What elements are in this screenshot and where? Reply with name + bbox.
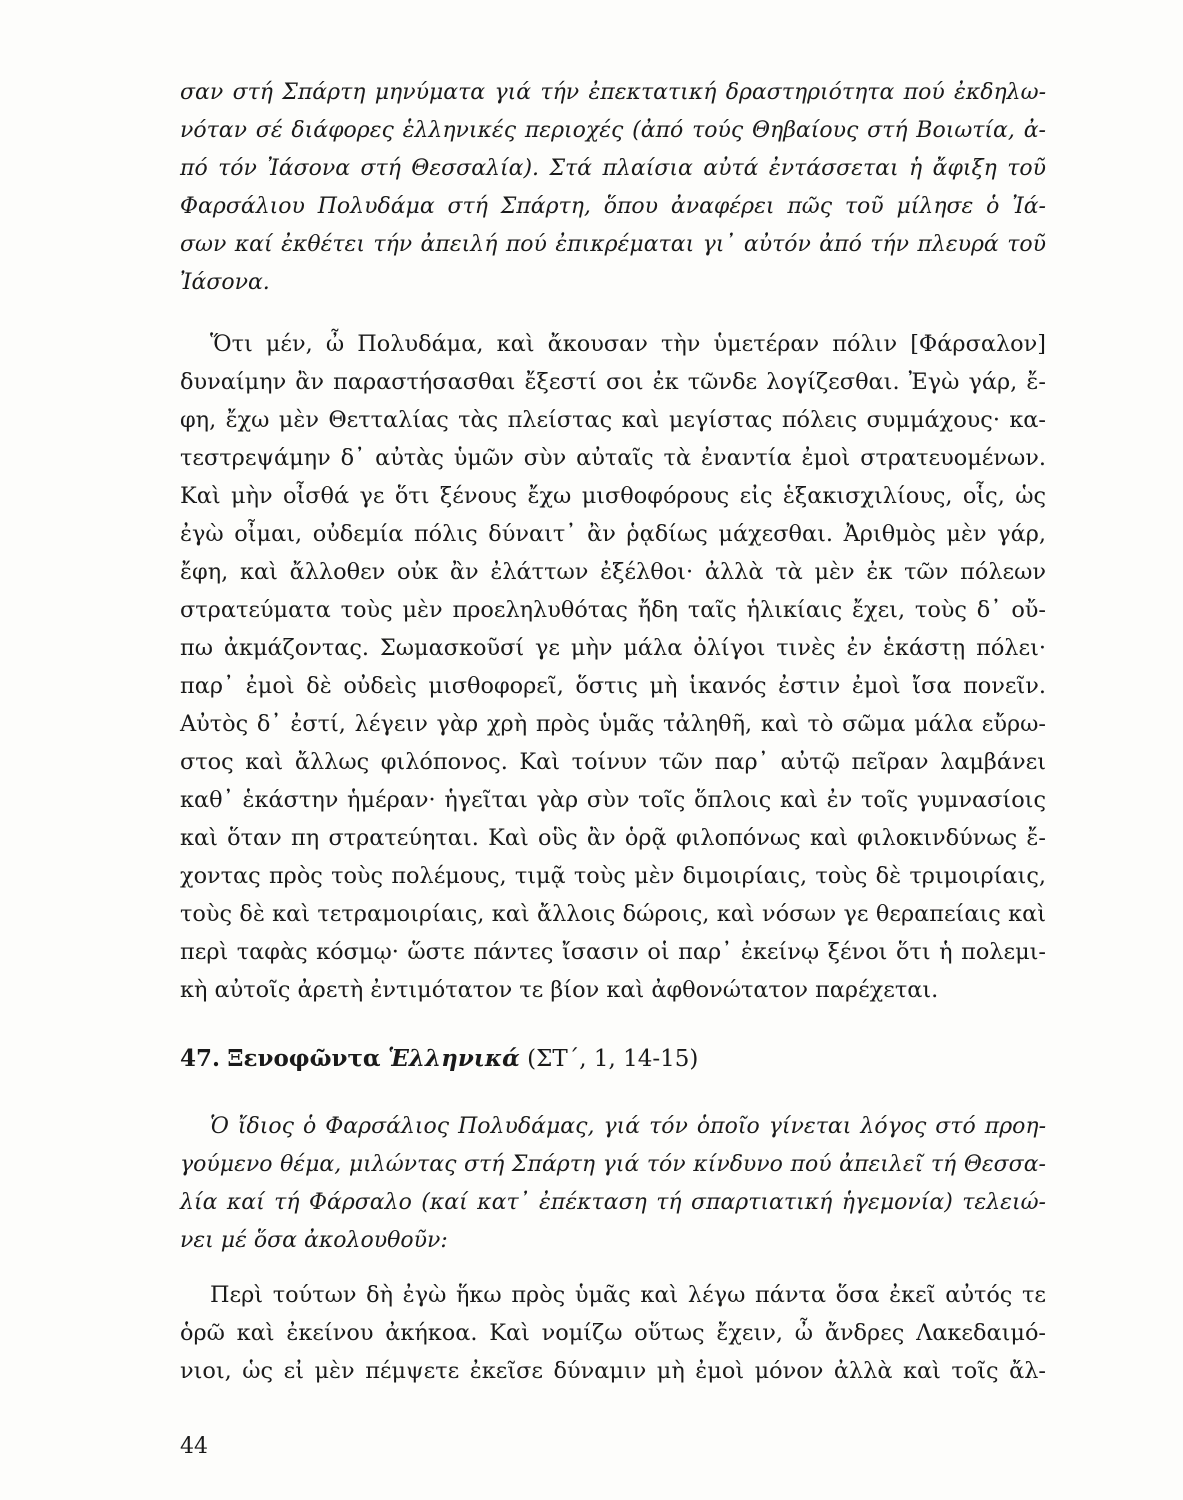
text-line: Περὶ τούτων δὴ ἐγὼ ἥκω πρὸς ὑμᾶς καὶ λέγω πάντα ὅσα ἐκεῖ αὐτός τε xyxy=(210,1282,1046,1308)
text-line: ἐγὼ οἶμαι, οὐδεμία πόλις δύναιτ᾽ ἂν ῥᾳδίως μάχεσθαι. Ἀριθμὸς μὲν γάρ, xyxy=(180,521,1046,547)
greek-passage-2 xyxy=(180,1276,1046,1390)
text-line: τοὺς δὲ καὶ τετραμοιρίαις, καὶ ἄλλοις δώροις, καὶ νόσων γε θεραπείαις καὶ xyxy=(180,901,1046,927)
section-number: 47. xyxy=(180,1045,221,1072)
text-line: νει μέ ὅσα ἀκολουθοῦν: xyxy=(180,1228,448,1253)
section-heading xyxy=(180,1040,698,1078)
text-line: σαν στή Σπάρτη μηνύματα γιά τήν ἐπεκτατική δραστηριότητα πού ἐκδηλω- xyxy=(180,80,1046,105)
text-line: δυναίμην ἂν παραστήσασθαι ἔξεστί σοι ἐκ τῶνδε λογίζεσθαι. Ἐγὼ γάρ, ἔ- xyxy=(180,369,1046,395)
text-line: ὁρῶ καὶ ἐκείνου ἀκήκοα. Καὶ νομίζω οὕτως ἔχειν, ὦ ἄνδρες Λακεδαιμό- xyxy=(180,1320,1046,1346)
text-line: καθ᾽ ἑκάστην ἡμέραν· ἡγεῖται γὰρ σὺν τοῖς ὅπλοις καὶ ἐν τοῖς γυμνασίοις xyxy=(180,787,1046,813)
intro-paragraph xyxy=(180,74,1046,302)
text-line: Αὐτὸς δ᾽ ἐστί, λέγειν γὰρ χρὴ πρὸς ὑμᾶς τἀληθῆ, καὶ τὸ σῶμα μάλα εὔρω- xyxy=(180,711,1046,737)
text-line: στος καὶ ἄλλως φιλόπονος. Καὶ τοίνυν τῶν παρ᾽ αὐτῷ πεῖραν λαμβάνει xyxy=(180,749,1046,775)
text-line: Φαρσάλιου Πολυδάμα στή Σπάρτη, ὅπου ἀναφέρει πῶς τοῦ μίλησε ὁ Ἰά- xyxy=(180,194,1046,219)
text-line: καὶ ὅταν πη στρατεύηται. Καὶ οὓς ἂν ὁρᾷ φιλοπόνως καὶ φιλοκινδύνως ἔ- xyxy=(180,825,1046,851)
section-reference: (ΣΤ΄, 1, 14-15) xyxy=(527,1046,699,1072)
section-author: Ξενοφῶντα xyxy=(227,1045,381,1072)
text-line: νόταν σέ διάφορες ἑλληνικές περιοχές (ἀπό τούς Θηβαίους στή Βοιωτία, ἀ- xyxy=(180,118,1046,143)
text-line: τεστρεψάμην δ᾽ αὐτὰς ὑμῶν σὺν αὐταῖς τὰ ἐναντία ἐμοὶ στρατευομένων. xyxy=(180,445,1046,471)
text-line: Ὅτι μέν, ὦ Πολυδάμα, καὶ ἄκουσαν τὴν ὑμετέραν πόλιν [Φάρσαλον] xyxy=(210,331,1046,357)
text-line: στρατεύματα τοὺς μὲν προεληλυθότας ἤδη ταῖς ἡλικίαις ἔχει, τοὺς δ᾽ οὔ- xyxy=(180,597,1046,623)
text-line: λία καί τή Φάρσαλο (καί κατ᾽ ἐπέκταση τή σπαρτιατική ἡγεμονία) τελειώ- xyxy=(180,1190,1046,1215)
text-line: χοντας πρὸς τοὺς πολέμους, τιμᾷ τοὺς μὲν διμοιρίαις, τοὺς δὲ τριμοιρίαις, xyxy=(180,863,1046,889)
page-number: 44 xyxy=(180,1434,208,1459)
text-line: νιοι, ὡς εἰ μὲν πέμψετε ἐκεῖσε δύναμιν μὴ ἐμοὶ μόνον ἀλλὰ καὶ τοῖς ἄλ- xyxy=(180,1358,1046,1384)
text-line: περὶ ταφὰς κόσμῳ· ὥστε πάντες ἴσασιν οἱ παρ᾽ ἐκείνῳ ξένοι ὅτι ἡ πολεμι- xyxy=(180,939,1046,965)
text-line: γούμενο θέμα, μιλώντας στή Σπάρτη γιά τόν κίνδυνο πού ἀπειλεῖ τή Θεσσα- xyxy=(180,1152,1046,1177)
greek-passage-1 xyxy=(180,325,1046,1009)
text-line: παρ᾽ ἐμοὶ δὲ οὐδεὶς μισθοφορεῖ, ὅστις μὴ ἱκανός ἐστιν ἐμοὶ ἴσα πονεῖν. xyxy=(180,673,1046,699)
text-line: φη, ἔχω μὲν Θετταλίας τὰς πλείστας καὶ μεγίστας πόλεις συμμάχους· κα- xyxy=(180,407,1046,433)
text-line: σων καί ἐκθέτει τήν ἀπειλή πού ἐπικρέμαται γι᾽ αὐτόν ἀπό τήν πλευρά τοῦ xyxy=(180,232,1046,257)
text-line: πό τόν Ἰάσονα στή Θεσσαλία). Στά πλαίσια αὐτά ἐντάσσεται ἡ ἄφιξη τοῦ xyxy=(180,156,1046,181)
text-line: Ἰάσονα. xyxy=(180,270,270,295)
intro-paragraph-2 xyxy=(180,1108,1046,1260)
text-line: πω ἀκμάζοντας. Σωμασκοῦσί γε μὴν μάλα ὀλίγοι τινὲς ἐν ἑκάστῃ πόλει· xyxy=(180,635,1046,661)
text-line: ἔφη, καὶ ἄλλοθεν οὐκ ἂν ἐλάττων ἐξέλθοι· ἀλλὰ τὰ μὲν ἐκ τῶν πόλεων xyxy=(180,559,1046,585)
text-line: Καὶ μὴν οἶσθά γε ὅτι ξένους ἔχω μισθοφόρους εἰς ἑξακισχιλίους, οἷς, ὡς xyxy=(180,483,1046,509)
text-line: κὴ αὐτοῖς ἀρετὴ ἐντιμότατον τε βίον καὶ ἀφθονώτατον παρέχεται. xyxy=(180,977,939,1003)
section-work-title: Ἑλληνικά xyxy=(387,1045,520,1072)
text-line: Ὁ ἴδιος ὁ Φαρσάλιος Πολυδάμας, γιά τόν ὁποῖο γίνεται λόγος στό προη- xyxy=(210,1114,1046,1139)
